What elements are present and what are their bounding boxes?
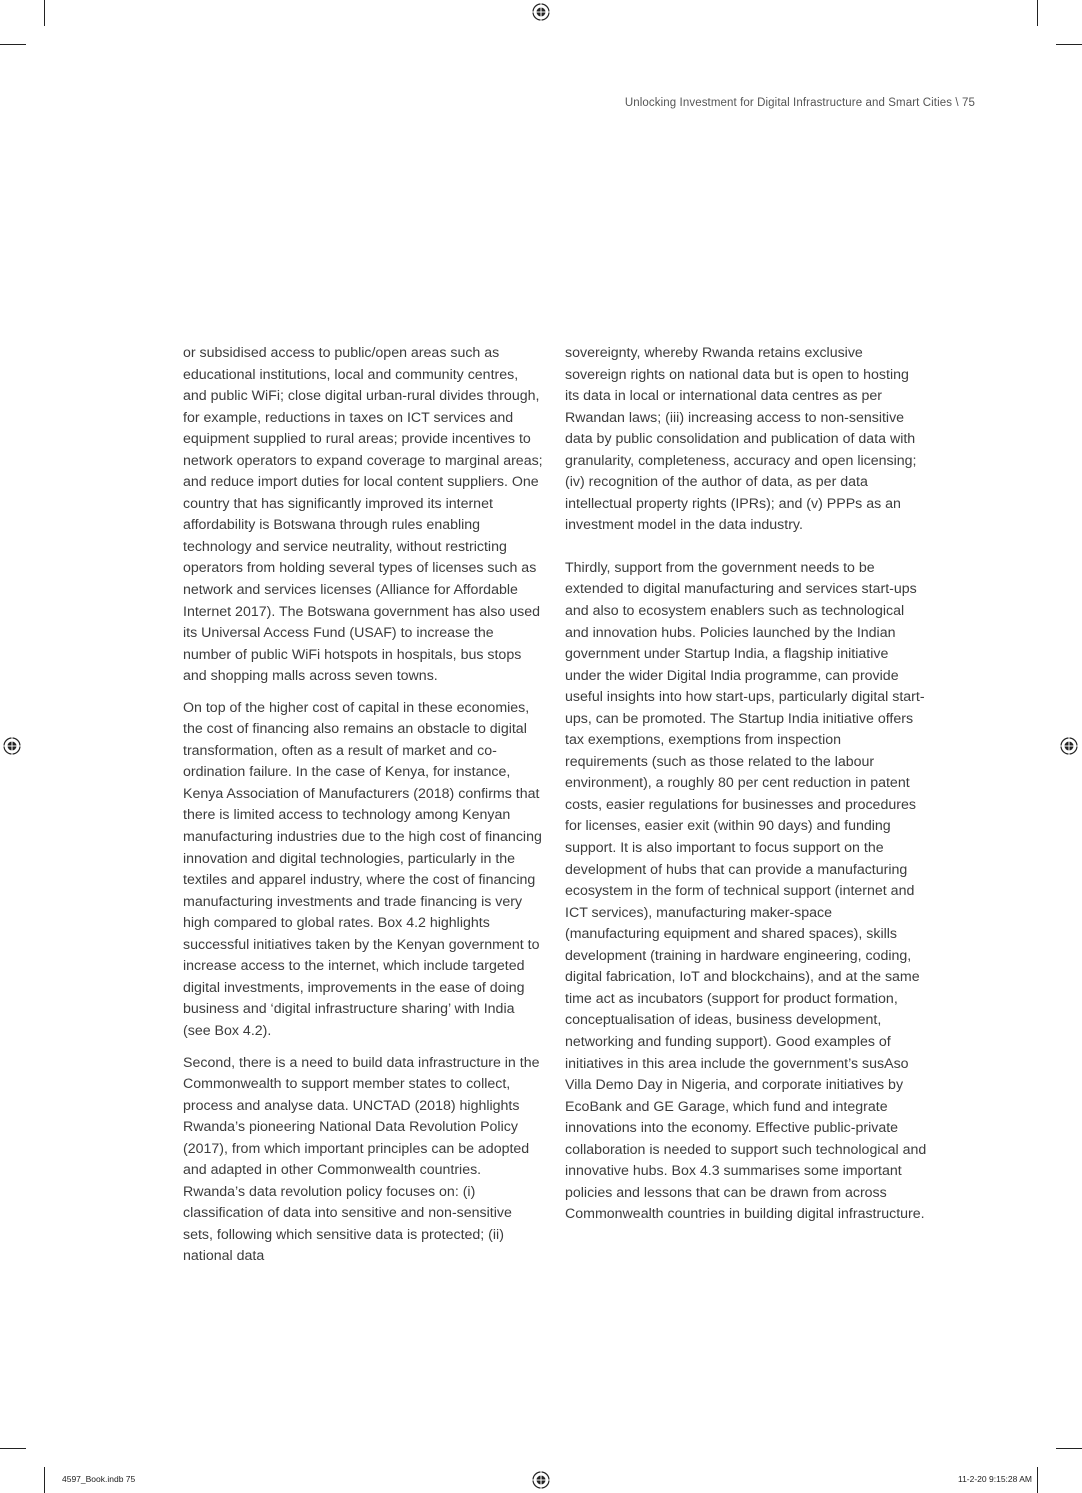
slug-file-info xyxy=(62,1474,135,1484)
crop-mark-bottom-left-vertical xyxy=(44,1467,45,1493)
registration-mark-icon xyxy=(3,737,21,755)
registration-mark-icon xyxy=(1060,737,1078,755)
crop-mark-top-left-horizontal xyxy=(0,44,26,45)
crop-mark-bottom-right-vertical xyxy=(1037,1467,1038,1493)
header-separator: \ xyxy=(955,97,959,109)
running-header xyxy=(625,97,975,109)
paragraph: or subsidised access to public/open areas such as educational institutions, local and community centres, and public WiFi; close digital urban-rural divides through, for example, reductions in taxes on ICT services and equipment supplied to rural areas; provide incentives to network operators to expand coverage to marginal areas; and reduce import duties for local content suppliers. One country that has significantly improved its internet affordability is Botswana through rules enabling technology and service neutrality, without restricting operators from holding several types of licenses such as network and services licenses (Alliance for Affordable Internet 2017). The Botswana government has also used its Universal Access Fund (USAF) to increase the number of public WiFi hotspots in hospitals, bus stops and shopping malls across seven towns. xyxy=(183,345,543,685)
slug-timestamp-text: 11-2-20 9:15:28 AM xyxy=(957,1474,1032,1484)
slug-timestamp xyxy=(958,1474,1032,1484)
right-column xyxy=(565,343,927,1247)
crop-mark-top-right-horizontal xyxy=(1056,44,1082,45)
slug-file-name: 4597_Book.indb 75 xyxy=(62,1474,136,1484)
crop-mark-bottom-left-horizontal xyxy=(0,1448,26,1449)
registration-mark-icon xyxy=(532,1471,550,1489)
crop-mark-bottom-right-horizontal xyxy=(1056,1448,1082,1449)
paragraph: sovereignty, whereby Rwanda retains exclusive sovereign rights on national data but is open to hosting its data in local or international data centres as per Rwandan laws; (iii) increasing access to non-sensitive data by public consolidation and publication of data with granularity, completeness, accuracy and open licensing; (iv) recognition of the author of data, as per data intellectual property rights (IPRs); and (v) PPPs as an investment model in the data industry. xyxy=(565,345,917,534)
left-column xyxy=(183,343,545,1278)
paragraph: Thirdly, support from the government needs to be extended to digital manufacturing and services start-ups and also to ecosystem enablers such as technological and innovation hubs. Policies launched by the Indian government under Startup India, a flagship initiative under the wider Digital India programme, can provide useful insights into how start-ups, particularly digital start-ups, can be promoted. The Startup India initiative offers tax exemptions, exemptions from inspection requirements (such as those related to the labour environment), a roughly 80 per cent reduction in patent costs, easier regulations for businesses and procedures for licenses, easier exit (within 90 days) and funding support. It is also important to focus support on the development of hubs that can provide a manufacturing ecosystem in the form of technical support (internet and ICT services), manufacturing maker-space (manufacturing equipment and shared spaces), skills development (training in hardware engineering, coding, digital fabrication, IoT and blockchains), and at the same time act as incubators (support for product formation, conceptualisation of ideas, business development, networking and funding support). Good examples of initiatives in this area include the government’s susAso Villa Demo Day in Nigeria, and corporate initiatives by EcoBank and GE Garage, which fund and integrate innovations into the economy. Effective public-private collaboration is needed to support such technological and innovative hubs. Box 4.3 summarises some important policies and lessons that can be drawn from across Commonwealth countries in building digital infrastructure. xyxy=(565,559,927,1223)
running-title: Unlocking Investment for Digital Infrastructure and Smart Cities xyxy=(624,97,953,109)
paragraph: Second, there is a need to build data infrastructure in the Commonwealth to support member states to collect, process and analyse data. UNCTAD (2018) highlights Rwanda’s pioneering National Data Revolution Policy (2017), from which important principles can be adopted and adapted in other Commonwealth countries. Rwanda’s data revolution policy focuses on: (i) classification of data into sensitive and non-sensitive sets, following which sensitive data is protected; (ii) national data xyxy=(183,1054,540,1265)
page-number: 75 xyxy=(962,97,975,109)
paragraph: On top of the higher cost of capital in these economies, the cost of financing also remains an obstacle to digital transformation, often as a result of market and co-ordination failure. In the case of Kenya, for instance, Kenya Association of Manufacturers (2018) confirms that there is limited access to technology among Kenyan manufacturing industries due to the high cost of financing innovation and digital technologies, particularly in the textiles and apparel industry, where the cost of financing manufacturing investments and trade financing is very high compared to global rates. Box 4.2 highlights successful initiatives taken by the Kenyan government to increase access to the internet, which include targeted digital investments, improvements in the ease of doing business and ‘digital infrastructure sharing’ with India (see Box 4.2). xyxy=(183,699,542,1039)
crop-mark-top-right-vertical xyxy=(1037,0,1038,26)
crop-mark-top-left-vertical xyxy=(44,0,45,26)
registration-mark-icon xyxy=(532,3,550,21)
